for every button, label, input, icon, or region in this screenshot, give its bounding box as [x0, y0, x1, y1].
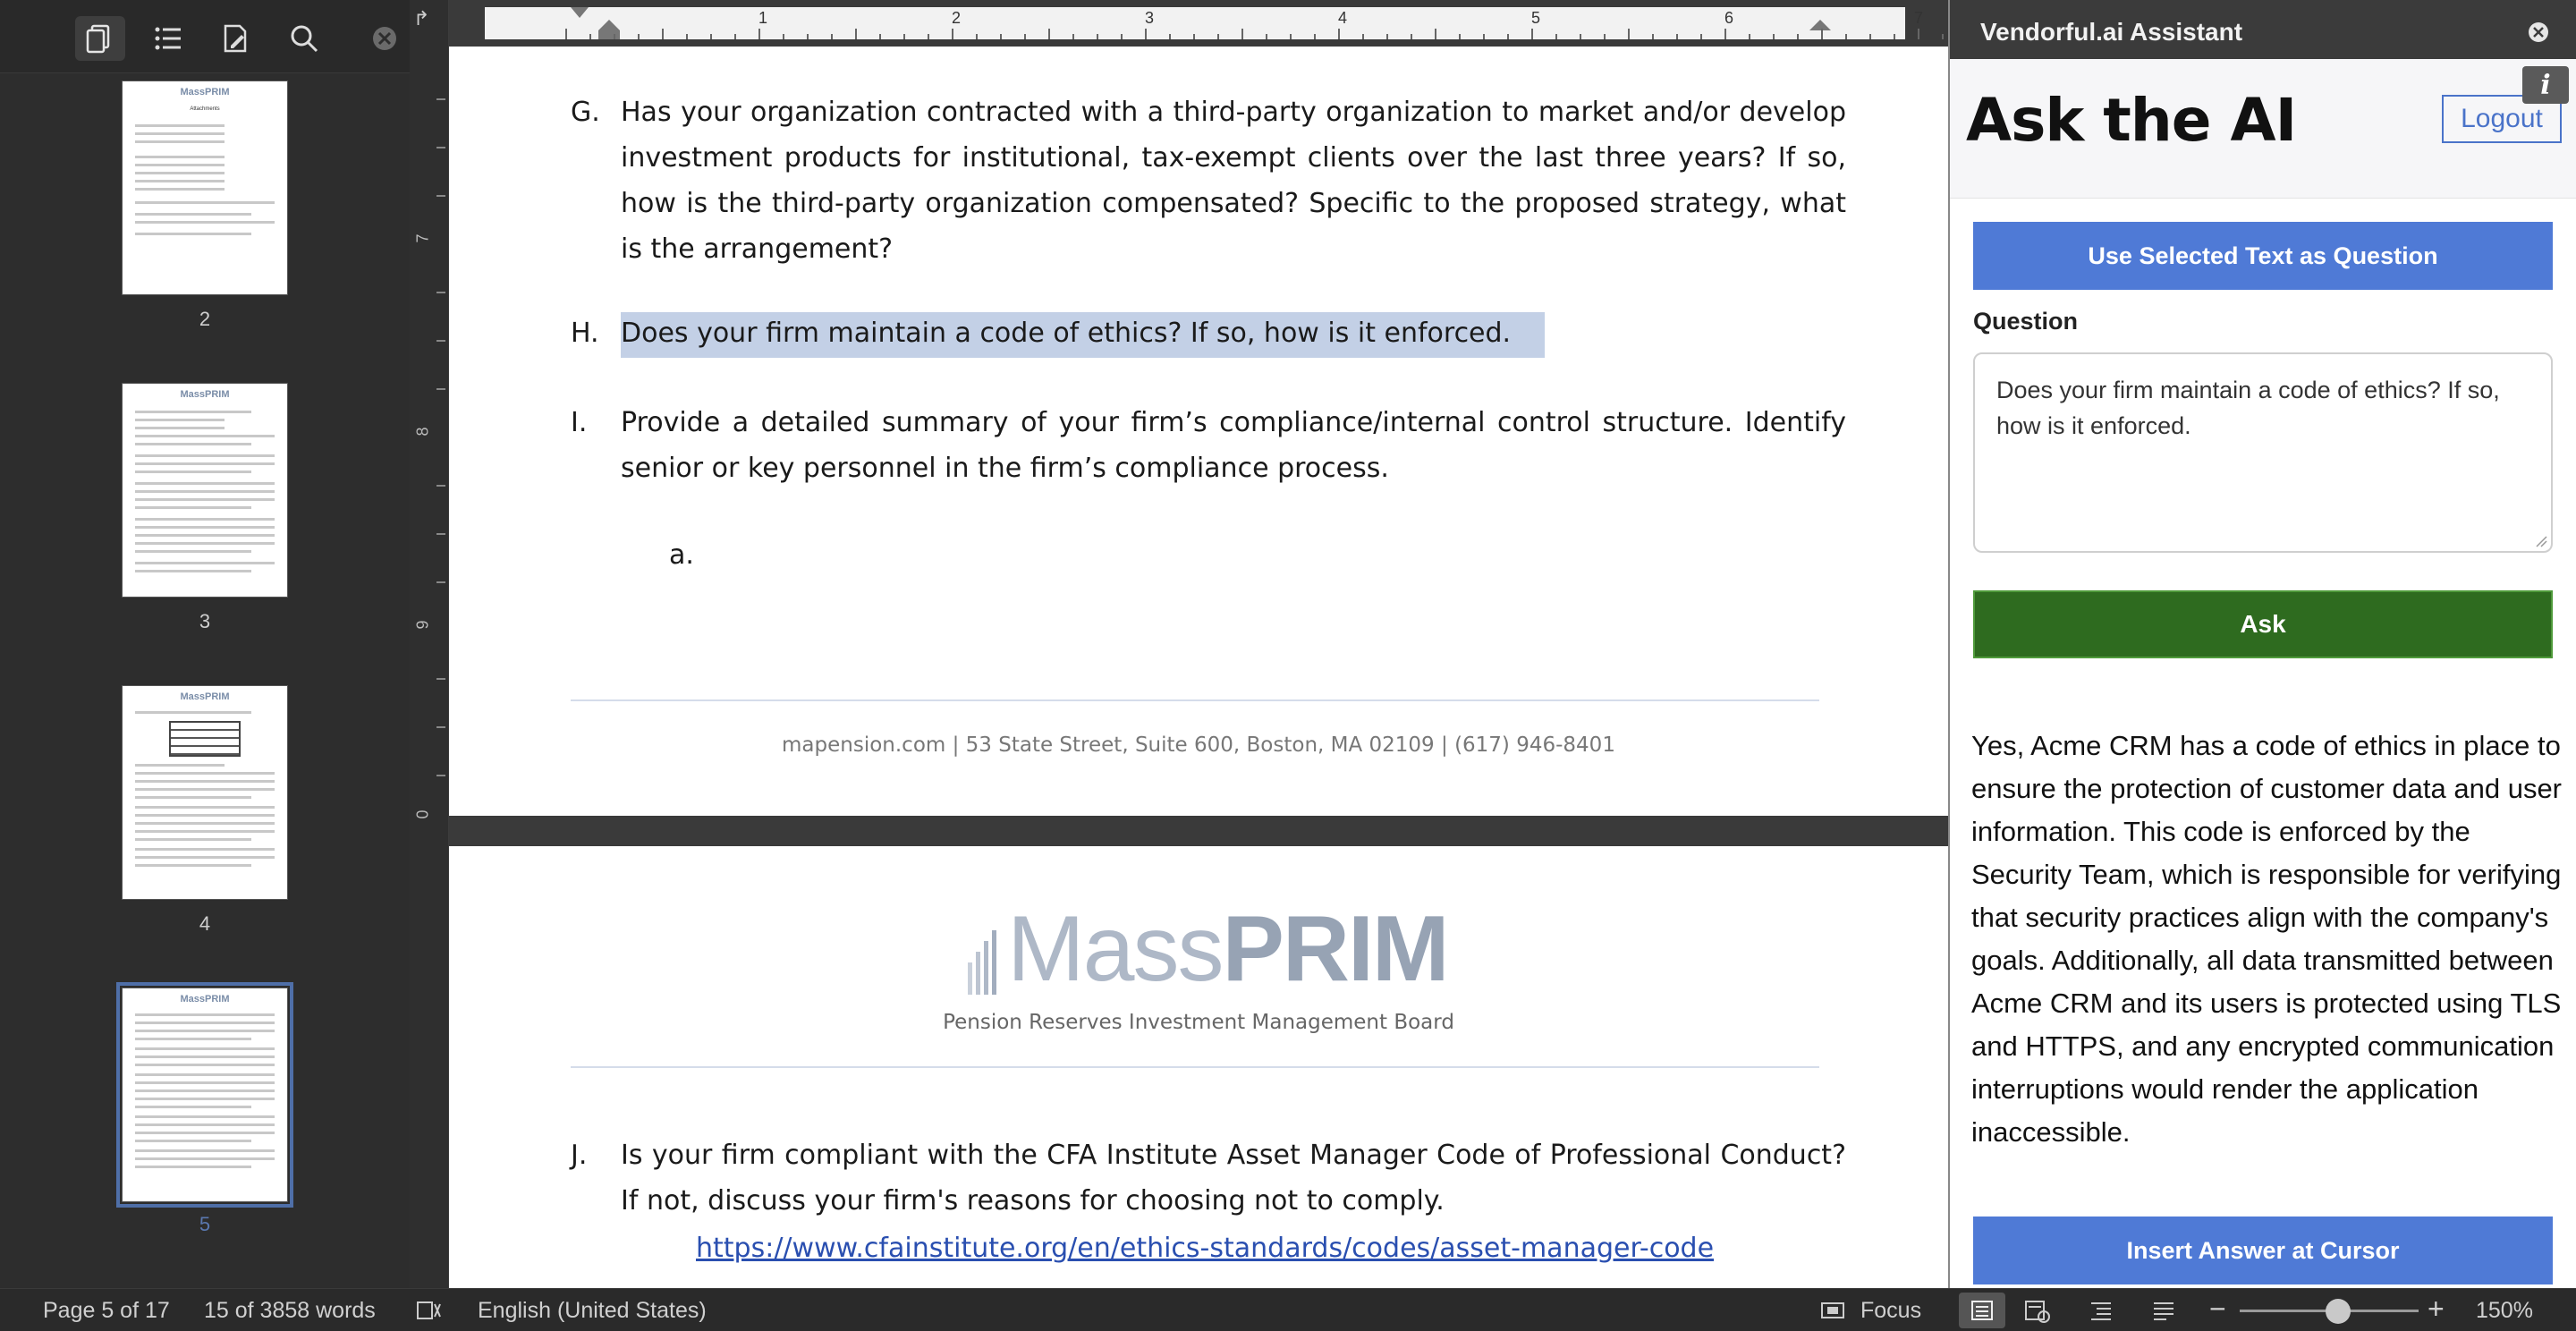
question-label: Question [1973, 308, 2079, 335]
ruler-label: 6 [1724, 9, 1734, 27]
ruler-tick [1628, 29, 1630, 39]
ruler-tick [1580, 34, 1581, 39]
page-thumbnail-number: 3 [199, 610, 211, 632]
pages-icon[interactable] [75, 16, 125, 61]
ruler-tick [1676, 34, 1678, 39]
ruler-label: 1 [758, 9, 768, 27]
answer-text: Yes, Acme CRM has a code of ethics in place to ensure the protection of customer data and user information. This code is enforced by the Security Team, which is responsible for verifying that security practices align with the company's goals. Additionally, all data transmitted between Acme CRM and its users is protected using TLS and HTTPS, and any encrypted communication interruptions would render the application inaccessible. [1971, 730, 2563, 1148]
massprim-logo [968, 897, 1451, 1001]
ruler-tick [1217, 34, 1219, 39]
selected-question-text[interactable]: Does your firm maintain a code of ethics? If so, how is it enforced. [621, 312, 1545, 358]
vertical-ruler-label: 0 [413, 810, 432, 819]
ruler-tick [1773, 34, 1775, 39]
ruler-tick [1894, 34, 1895, 39]
logo-text-light: Mass [1007, 897, 1223, 1001]
insert-answer-button[interactable]: Insert Answer at Cursor [1973, 1217, 2553, 1284]
horizontal-ruler [449, 0, 1948, 47]
status-bar [0, 1288, 2576, 1331]
zoom-level[interactable]: 150% [2476, 1298, 2533, 1323]
ruler-tick [614, 34, 615, 39]
ruler-tick [1048, 29, 1050, 39]
page-thumbnail-number: 2 [199, 308, 211, 330]
thumbnail-logo: MassPRIM [180, 994, 230, 1005]
ruler-tick [662, 29, 664, 39]
page-thumbnail-3[interactable] [122, 383, 288, 598]
ruler-tick [1000, 34, 1002, 39]
ruler-tick [1266, 34, 1267, 39]
ruler-tick [1121, 34, 1123, 39]
ruler-tick [1821, 29, 1823, 39]
question-text[interactable]: Is your firm compliant with the CFA Institute Asset Manager Code of Professional Conduct? If not, discuss your firm's reasons for choosing not to comply. [621, 1140, 1846, 1217]
page-thumbnail-number: 5 [199, 1213, 211, 1235]
ruler-tick [1700, 34, 1702, 39]
ruler-tick [783, 34, 784, 39]
ruler-tick [903, 34, 905, 39]
navigation-pane [0, 0, 410, 1288]
ruler-tick [1145, 29, 1147, 39]
ruler-tick [1362, 34, 1364, 39]
ruler-tick [589, 34, 591, 39]
hyperlink-text[interactable]: https://www.cfainstitute.org/en/ethics-standards/codes/asset-manager-code [696, 1233, 1715, 1264]
ruler-tick [1024, 34, 1026, 39]
close-icon[interactable] [2528, 21, 2549, 43]
logo-text-bold: PRIM [1222, 897, 1448, 1001]
document-canvas[interactable] [449, 47, 1948, 1288]
zoom-out-button[interactable]: − [2209, 1293, 2226, 1325]
ruler-tick [1241, 29, 1243, 39]
ruler-tick [831, 34, 833, 39]
ruler-tick [686, 34, 688, 39]
assistant-heading: Ask the AI [1966, 86, 2297, 155]
page-thumbnail-number: 4 [199, 912, 211, 935]
question-letter: J. [571, 1140, 588, 1171]
document-page[interactable] [449, 47, 1948, 816]
page-thumbnail-4[interactable] [122, 685, 288, 900]
headings-icon[interactable] [143, 16, 193, 61]
language-indicator[interactable]: English (United States) [478, 1298, 707, 1323]
ruler-tick [1435, 29, 1436, 39]
left-indent-marker[interactable] [596, 20, 623, 41]
ruler-tick [1411, 34, 1412, 39]
ruler-tick [1918, 29, 1919, 39]
thumbnail-heading: Attachments [190, 106, 220, 112]
ruler-tick [807, 34, 809, 39]
ruler-tick [1869, 34, 1871, 39]
thumbnail-logo: MassPRIM [180, 87, 230, 97]
ruler-tick [1072, 34, 1074, 39]
ruler-tick [952, 29, 953, 39]
vertical-ruler-label: 8 [413, 427, 432, 437]
print-layout-icon [1969, 1297, 1996, 1324]
focus-button[interactable]: Focus [1860, 1298, 1922, 1323]
question-textarea[interactable] [1973, 352, 2553, 553]
ruler-tick [1724, 29, 1726, 39]
question-letter: G. [571, 97, 600, 128]
ruler-label: 2 [952, 9, 962, 27]
ruler-tick [1290, 34, 1292, 39]
assistant-panel [1948, 0, 2576, 1288]
word-count[interactable]: 15 of 3858 words [204, 1298, 376, 1323]
ruler-tick [1459, 34, 1461, 39]
hyperlink[interactable] [696, 1225, 1859, 1271]
document-page[interactable] [449, 846, 1948, 1288]
ruler-tick [1797, 34, 1799, 39]
ruler-tick [1169, 34, 1171, 39]
vertical-ruler-label: 9 [413, 620, 432, 630]
ruler-tick [565, 29, 567, 39]
sub-item-letter[interactable]: a. [669, 539, 694, 571]
ruler-tick [1338, 29, 1340, 39]
ruler-tick [1555, 34, 1557, 39]
ruler-tick [1652, 34, 1654, 39]
ruler-label: 5 [1531, 9, 1541, 27]
ruler-tick [638, 34, 640, 39]
ruler-tick [1531, 29, 1533, 39]
first-line-indent-marker[interactable] [562, 7, 597, 39]
ruler-tick [928, 34, 929, 39]
ruler-tick [1386, 34, 1388, 39]
search-icon[interactable] [279, 16, 329, 61]
ruler-label: 4 [1338, 9, 1348, 27]
footer-divider [571, 699, 1819, 701]
page-footer: mapension.com | 53 State Street, Suite 600, Boston, MA 02109 | (617) 946-8401 [782, 733, 1615, 757]
proofing-icon[interactable] [415, 1297, 442, 1324]
ruler-tick [1942, 34, 1944, 39]
ruler-tick [1314, 34, 1316, 39]
header-divider [571, 1066, 1819, 1068]
question-value[interactable]: Does your firm maintain a code of ethics? If so, how is it enforced. [1996, 377, 2500, 439]
close-pane-icon[interactable] [360, 16, 410, 61]
org-subtitle: Pension Reserves Investment Management Board [943, 1011, 1454, 1034]
ruler-tick [855, 29, 857, 39]
question-letter: I. [571, 407, 588, 438]
question-text[interactable]: Provide a detailed summary of your firm’s compliance/internal control structure. Identify senior or key personnel in the firm’s compliance process. [621, 407, 1846, 484]
page-count[interactable]: Page 5 of 17 [43, 1298, 170, 1323]
ruler-tick [879, 34, 881, 39]
page-thumbnail-2[interactable] [122, 81, 288, 295]
vertical-ruler-label: 7 [413, 233, 432, 243]
zoom-slider-thumb[interactable] [2326, 1299, 2351, 1324]
info-icon[interactable]: i [2522, 66, 2569, 104]
ruler-tick [976, 34, 978, 39]
assistant-header [1950, 59, 2576, 199]
vertical-ruler [410, 0, 449, 1288]
question-letter: H. [571, 318, 599, 349]
edit-icon[interactable] [211, 16, 261, 61]
thumbnail-logo: MassPRIM [180, 691, 230, 702]
ruler-tick [758, 29, 760, 39]
logout-button[interactable]: Logout [2442, 95, 2562, 143]
ruler-tick [1604, 34, 1606, 39]
tab-stop-icon[interactable]: ↱ [413, 7, 430, 30]
ask-button[interactable]: Ask [1973, 590, 2553, 658]
print-layout-view-button[interactable] [1959, 1293, 2005, 1328]
question-text[interactable]: Has your organization contracted with a third-party organization to market and/or develop investment products for institutional, tax-exempt clients over the last three years? If so, how is the third-party organization compensated? Specific to the proposed strategy, what is the arrangement? [621, 97, 1846, 265]
ruler-tick [1097, 34, 1098, 39]
ruler-tick [1483, 34, 1485, 39]
right-indent-marker[interactable] [1807, 20, 1834, 41]
ruler-tick [1845, 34, 1847, 39]
page-thumbnail-5[interactable] [122, 988, 288, 1202]
assistant-window-title: Vendorful.ai Assistant [1980, 18, 2243, 46]
ruler-tick [1749, 34, 1750, 39]
focus-icon[interactable] [1819, 1297, 1846, 1324]
ruler-label: 7 [1914, 9, 1924, 27]
ruler-tick [1193, 34, 1195, 39]
use-selected-text-button[interactable]: Use Selected Text as Question [1973, 222, 2553, 290]
ruler-tick [1507, 34, 1509, 39]
outline-view-icon[interactable] [2088, 1297, 2114, 1324]
zoom-in-button[interactable]: + [2428, 1293, 2445, 1325]
draft-view-icon[interactable] [2150, 1297, 2177, 1324]
resize-grip-icon[interactable] [2535, 535, 2547, 547]
ruler-tick [710, 34, 712, 39]
assistant-titlebar [1950, 0, 2576, 59]
thumbnail-logo: MassPRIM [180, 389, 230, 400]
ruler-label: 3 [1145, 9, 1155, 27]
navigation-toolbar [0, 0, 410, 73]
ruler-tick [734, 34, 736, 39]
web-layout-icon[interactable] [2023, 1297, 2050, 1324]
